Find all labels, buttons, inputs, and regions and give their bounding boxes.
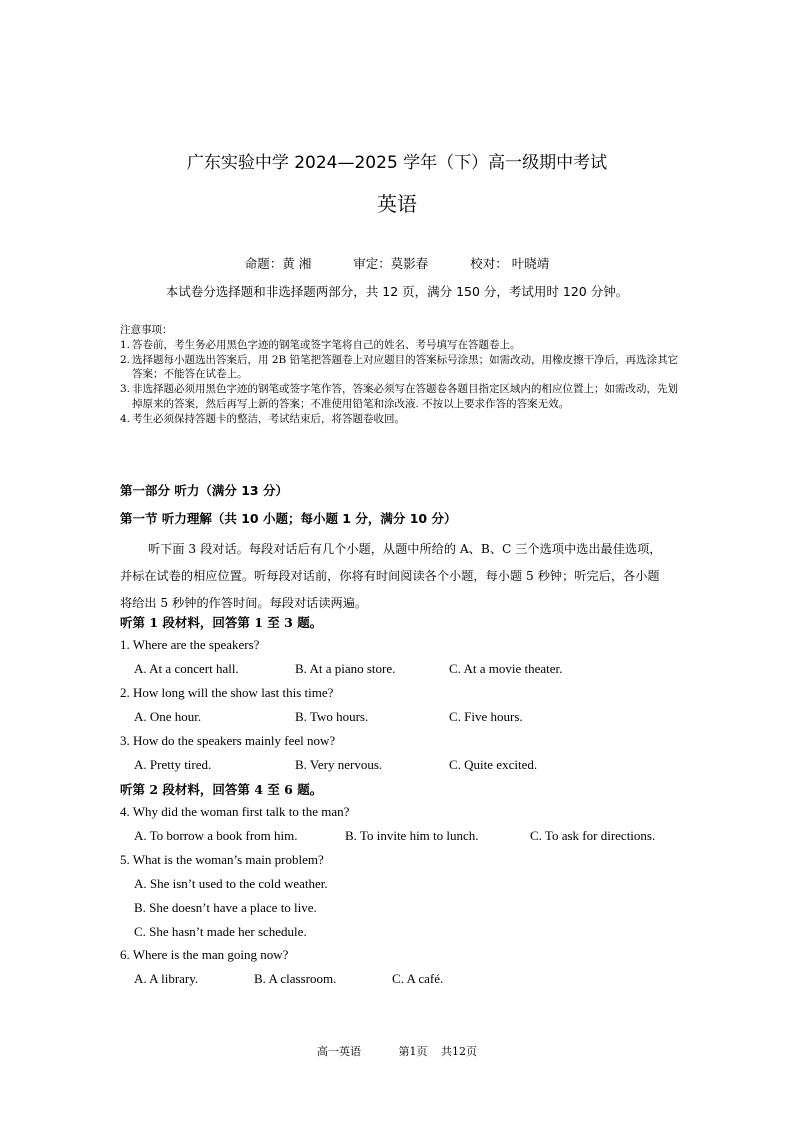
- section-title: 第一节 听力理解（共 10 小题；每小题 1 分，满分 10 分）: [120, 511, 457, 526]
- option-c: C. A café.: [392, 971, 444, 986]
- question-stem: 6. Where is the man going now?: [120, 947, 289, 962]
- note-number: 4.: [120, 412, 131, 425]
- note-item: [120, 382, 680, 412]
- question-stem: 2. How long will the show last this time?: [120, 685, 334, 700]
- note-text: 选择题每小题选出答案后，用 2B 铅笔把答题卷上对应题目的答案标号涂黑；如需改动，用橡皮擦干净后，再选涂其它答案；不能答在试卷上。: [132, 353, 679, 381]
- question-stem: 3. How do the speakers mainly feel now?: [120, 733, 336, 748]
- subject-title: 英语: [377, 192, 417, 216]
- option-a: A. At a concert hall.: [134, 661, 239, 676]
- proofreader-credit: 校对： 叶晓靖: [470, 256, 550, 271]
- credits-line: [0, 254, 794, 272]
- footer-subject: 高一英语: [317, 1045, 361, 1058]
- note-item: [120, 412, 680, 427]
- question-stem: 1. Where are the speakers?: [120, 637, 260, 652]
- question-stem: 4. Why did the woman first talk to the man?: [120, 804, 350, 819]
- option-b: B. A classroom.: [254, 971, 337, 986]
- option-a: A. She isn’t used to the cold weather.: [134, 876, 328, 891]
- option-a: A. Pretty tired.: [134, 757, 212, 772]
- material-heading: 听第 2 段材料，回答第 4 至 6 题。: [120, 782, 323, 797]
- note-number: 1.: [120, 338, 131, 351]
- note-item: [120, 353, 680, 383]
- option-a: A. One hour.: [134, 709, 202, 724]
- note-number: 3.: [120, 383, 131, 396]
- note-text: 考生必须保持答题卡的整洁，考试结束后，将答题卷收回。: [132, 412, 405, 425]
- footer-page-number: 第1页: [398, 1045, 428, 1058]
- notes-block: [120, 323, 680, 427]
- option-a: A. To borrow a book from him.: [134, 828, 298, 843]
- setter-credit: 命题：黄 湘: [244, 256, 312, 271]
- option-c: C. She hasn’t made her schedule.: [134, 924, 307, 939]
- question-stem: 5. What is the woman’s main problem?: [120, 852, 324, 867]
- notes-heading: 注意事项：: [120, 324, 173, 336]
- option-a: A. A library.: [134, 971, 199, 986]
- option-b: B. Two hours.: [295, 709, 369, 724]
- page-footer: [0, 1043, 794, 1059]
- note-text: 非选择题必须用黑色字迹的钢笔或签字笔作答，答案必须写在答题卷各题目指定区域内的相应位置上；如需改动，先划掉原来的答案，然后再写上新的答案；不准使用铅笔和涂改液. 不按以上要求作答的答案无效。: [132, 383, 678, 410]
- note-item: [120, 338, 680, 353]
- option-b: B. She doesn’t have a place to live.: [134, 900, 317, 915]
- note-number: 2.: [120, 353, 131, 366]
- exam-title: 广东实验中学 2024—2025 学年（下）高一级期中考试: [186, 153, 608, 173]
- listening-directions: 听下面 3 段对话。每段对话后有几个小题，从题中所给的 A、B、C 三个选项中选出最佳选项，并标在试卷的相应位置。听每段对话前，你将有时间阅读各个小题，每小题 5 秒钟；听完后，各小题将给出 5 秒钟的作答时间。每段对话读两遍。: [120, 542, 662, 610]
- material-heading: 听第 1 段材料，回答第 1 至 3 题。: [120, 615, 323, 630]
- reviewer-credit: 审定：莫影春: [353, 256, 429, 271]
- option-b: B. Very nervous.: [295, 757, 383, 772]
- option-c: C. To ask for directions.: [530, 828, 656, 843]
- note-text: 答卷前，考生务必用黑色字迹的钢笔或签字笔将自己的姓名、考号填写在答题卷上。: [132, 338, 521, 351]
- part-title: 第一部分 听力（满分 13 分）: [120, 483, 288, 498]
- exam-intro: 本试卷分选择题和非选择题两部分，共 12 页，满分 150 分，考试用时 120 分钟。: [165, 284, 629, 299]
- option-c: C. At a movie theater.: [449, 661, 563, 676]
- option-c: C. Five hours.: [449, 709, 523, 724]
- option-c: C. Quite excited.: [449, 757, 538, 772]
- option-b: B. To invite him to lunch.: [345, 828, 479, 843]
- option-b: B. At a piano store.: [295, 661, 396, 676]
- footer-page-total: 共12页: [441, 1045, 477, 1058]
